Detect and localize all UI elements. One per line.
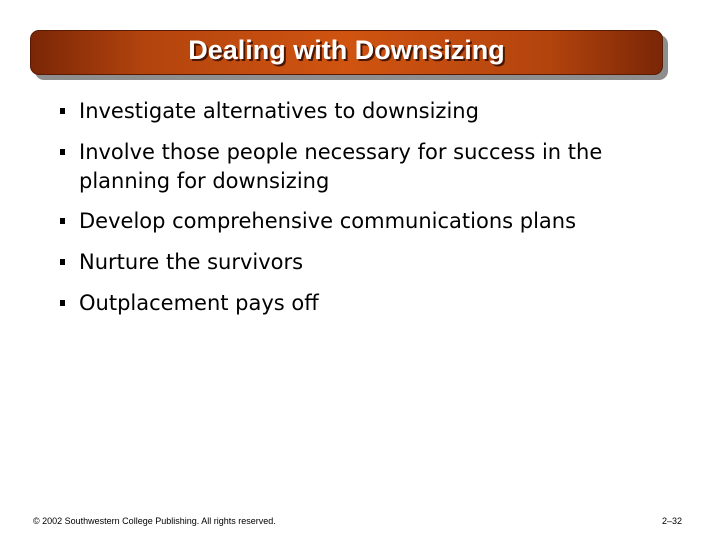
slide-title: Dealing with Downsizing bbox=[188, 35, 505, 65]
bullet-text: Develop comprehensive communications plans bbox=[79, 209, 577, 233]
bullet-item bbox=[55, 97, 479, 126]
square-bullet-icon bbox=[60, 218, 65, 224]
bullet-item bbox=[55, 289, 319, 318]
square-bullet-icon bbox=[60, 300, 65, 306]
square-bullet-icon bbox=[60, 259, 65, 265]
title-bar bbox=[30, 30, 663, 75]
square-bullet-icon bbox=[60, 108, 65, 114]
bullet-text: Outplacement pays off bbox=[79, 291, 319, 315]
bullet-text: Investigate alternatives to downsizing bbox=[79, 99, 479, 123]
bullet-item bbox=[55, 248, 303, 277]
bullet-text: Involve those people necessary for success in the planning for downsizing bbox=[79, 140, 603, 193]
copyright-footer: © 2002 Southwestern College Publishing. All rights reserved. bbox=[33, 516, 276, 526]
square-bullet-icon bbox=[60, 149, 65, 155]
bullet-item bbox=[55, 138, 639, 196]
bullet-text: Nurture the survivors bbox=[79, 250, 304, 274]
page-number: 2–32 bbox=[661, 516, 682, 526]
bullet-item bbox=[55, 207, 576, 236]
